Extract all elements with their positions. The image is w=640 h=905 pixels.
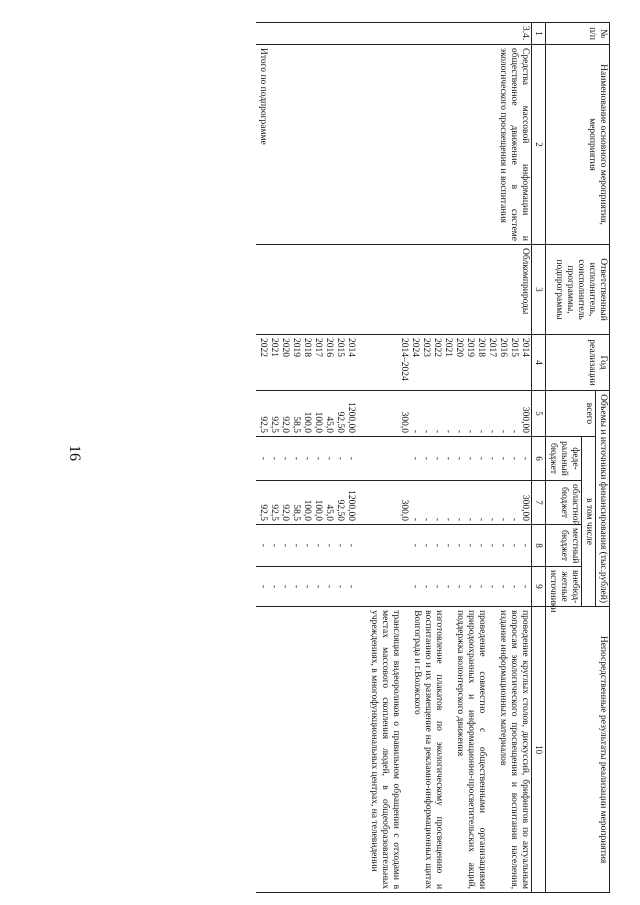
- list-value: 300,00: [520, 494, 530, 521]
- col-number: 5: [532, 391, 546, 437]
- list-value: 300,0: [399, 411, 409, 433]
- list-value: -: [454, 584, 464, 589]
- list-value: -: [443, 517, 453, 521]
- list-value: -: [476, 517, 486, 521]
- list-value: -: [498, 429, 508, 433]
- header-federal: феде-ральный бюджет: [546, 437, 582, 481]
- result-item: трансляция видеороликов о правильном обращении с отходами в местах массового скопления людей, в общеобразовательных учреждениях, в многофункциональных центрах, на телевидении: [369, 610, 401, 890]
- list-value: -: [291, 456, 301, 461]
- years-list: [256, 335, 357, 391]
- list-value: -: [258, 543, 268, 548]
- list-value: -: [421, 429, 431, 433]
- header-regional: областной бюджет: [546, 481, 582, 525]
- col-number: 6: [532, 437, 546, 481]
- list-value: -: [269, 543, 279, 548]
- total-list: [256, 391, 357, 437]
- list-value: -: [520, 543, 530, 548]
- list-value: -: [454, 456, 464, 461]
- list-value: [398, 570, 409, 603]
- list-value: -: [454, 429, 464, 433]
- list-value: -: [476, 584, 486, 589]
- list-value: -: [443, 543, 453, 548]
- list-value: -: [313, 543, 323, 548]
- list-value: -: [498, 517, 508, 521]
- list-value: [398, 440, 409, 477]
- federal-list: [256, 437, 357, 481]
- list-value: -: [280, 543, 290, 548]
- list-value: -: [302, 456, 312, 461]
- header-year: Год реализации: [546, 335, 610, 391]
- list-value: -: [498, 584, 508, 589]
- col-number: 7: [532, 481, 546, 525]
- regional-list: [357, 481, 532, 525]
- header-no: № п/п: [546, 23, 610, 45]
- list-value: -: [410, 429, 420, 433]
- list-value: -: [487, 543, 497, 548]
- col-number: 9: [532, 567, 546, 607]
- list-value: 2021: [443, 338, 453, 357]
- list-value: -: [410, 584, 420, 589]
- list-value: -: [509, 456, 519, 461]
- list-value: 92,0: [280, 416, 290, 433]
- col-number: 1: [532, 23, 546, 45]
- list-value: -: [509, 429, 519, 433]
- total-row-name: Итого по подпрограмме: [256, 45, 357, 245]
- list-value: 58,5: [291, 504, 301, 521]
- local-list: [357, 525, 532, 567]
- list-value: -: [476, 429, 486, 433]
- list-value: 2018: [476, 338, 486, 357]
- list-value: 2022: [258, 338, 268, 357]
- col-number: 4: [532, 335, 546, 391]
- list-value: 2020: [280, 338, 290, 357]
- list-value: 2021: [269, 338, 279, 357]
- header-offbudget: внебюд-жетные источники: [546, 567, 582, 607]
- list-value: -: [465, 517, 475, 521]
- list-value: -: [335, 584, 345, 589]
- list-value: -: [465, 543, 475, 548]
- list-value: -: [487, 517, 497, 521]
- list-value: -: [313, 584, 323, 589]
- col-number: 8: [532, 525, 546, 567]
- list-value: 100,0: [313, 499, 323, 521]
- list-value: -: [280, 584, 290, 589]
- list-value: -: [443, 429, 453, 433]
- list-value: -: [443, 584, 453, 589]
- list-value: -: [432, 456, 442, 461]
- table-row-total: [256, 23, 357, 893]
- header-results: Непосредственные результаты реализации мероприятия: [546, 607, 610, 893]
- row-no: 3.4.: [357, 23, 532, 45]
- federal-list: [357, 437, 532, 481]
- list-value: 92,50: [335, 499, 345, 521]
- years-list: [357, 335, 532, 391]
- list-value: -: [421, 456, 431, 461]
- page-number: 16: [66, 445, 83, 461]
- list-value: -: [476, 456, 486, 461]
- list-value: -: [520, 456, 530, 461]
- list-value: -: [280, 456, 290, 461]
- list-value: -: [335, 456, 345, 461]
- list-value: 2016: [498, 338, 508, 357]
- list-value: 2015: [509, 338, 519, 357]
- list-value: 2019: [465, 338, 475, 357]
- list-value: 2018: [302, 338, 312, 357]
- list-value: -: [324, 584, 334, 589]
- list-value: -: [269, 584, 279, 589]
- list-value: 100,0: [313, 411, 323, 433]
- list-value: [398, 528, 409, 563]
- list-value: 2014: [346, 338, 356, 357]
- results-list: [357, 607, 532, 893]
- list-value: -: [509, 543, 519, 548]
- list-value: -: [346, 543, 356, 548]
- result-item: изготовление плакатов по экологическому просвещению и воспитанию и их размещение на рекламно-информационных щитах Волгограда и г.Волжского: [412, 610, 444, 890]
- col-number: 2: [532, 45, 546, 245]
- list-value: 92,5: [269, 416, 279, 433]
- program-table: [256, 22, 610, 893]
- list-value: -: [465, 584, 475, 589]
- list-value: 2024: [410, 338, 420, 357]
- list-value: -: [476, 543, 486, 548]
- list-value: -: [432, 517, 442, 521]
- total-list: [357, 391, 532, 437]
- list-value: 2019: [291, 338, 301, 357]
- row-name: Средства массовой информации и общественное движение в системе экологического просвещения и воспитания: [357, 45, 532, 245]
- list-value: -: [509, 517, 519, 521]
- list-value: -: [410, 517, 420, 521]
- list-value: 2016: [324, 338, 334, 357]
- list-value: 2014: [520, 338, 530, 357]
- list-value: -: [509, 584, 519, 589]
- list-value: 300,00: [520, 406, 530, 433]
- rotated-table-page: [110, 22, 610, 892]
- list-value: -: [520, 584, 530, 589]
- list-value: -: [432, 584, 442, 589]
- list-value: 2017: [313, 338, 323, 357]
- result-item: проведение круглых столов, дискуссий, брифингов по актуальным вопросам экологического просвещения и воспитания населения, издание информационных материалов: [498, 610, 530, 890]
- list-value: 92,0: [280, 504, 290, 521]
- list-value: -: [421, 584, 431, 589]
- list-value: -: [291, 584, 301, 589]
- table-row: [357, 23, 532, 893]
- list-value: 92,5: [269, 504, 279, 521]
- list-value: -: [465, 456, 475, 461]
- offbudget-list: [256, 567, 357, 607]
- local-list: [256, 525, 357, 567]
- list-value: -: [443, 456, 453, 461]
- list-value: -: [291, 543, 301, 548]
- list-value: -: [346, 584, 356, 589]
- list-value: -: [269, 456, 279, 461]
- column-number-row: [532, 23, 546, 893]
- list-value: -: [346, 456, 356, 461]
- list-value: -: [410, 543, 420, 548]
- header-funding: Объемы и источники финансирования (тыс.рублей): [596, 391, 610, 607]
- list-value: 2015: [335, 338, 345, 357]
- list-value: 92,5: [258, 416, 268, 433]
- header-local: местный бюджет: [546, 525, 582, 567]
- list-value: -: [498, 543, 508, 548]
- list-value: 2014–2024: [399, 338, 409, 381]
- list-value: -: [487, 456, 497, 461]
- list-value: 45,0: [324, 504, 334, 521]
- list-value: 100,0: [302, 499, 312, 521]
- list-value: 2023: [421, 338, 431, 357]
- list-value: 300,0: [399, 499, 409, 521]
- offbudget-list: [357, 567, 532, 607]
- col-number: 10: [532, 607, 546, 893]
- list-value: -: [335, 543, 345, 548]
- list-value: -: [498, 456, 508, 461]
- list-value: 92,50: [335, 411, 345, 433]
- list-value: -: [465, 429, 475, 433]
- list-value: 2020: [454, 338, 464, 357]
- list-value: -: [454, 543, 464, 548]
- list-value: 92,5: [258, 504, 268, 521]
- list-value: 2017: [487, 338, 497, 357]
- list-value: -: [432, 543, 442, 548]
- list-value: 2022: [432, 338, 442, 357]
- header-incl: в том числе: [582, 437, 596, 607]
- header-total: всего: [546, 391, 596, 437]
- col-number: 3: [532, 245, 546, 335]
- list-value: -: [432, 429, 442, 433]
- list-value: -: [487, 584, 497, 589]
- list-value: 58,5: [291, 416, 301, 433]
- list-value: -: [410, 456, 420, 461]
- header-name: Наименование основного мероприятия, мероприятия: [546, 45, 610, 245]
- row-responsible: Облкомприроды: [357, 245, 532, 335]
- header-responsible: Ответственный исполнитель, соисполнитель программы, подпрограммы: [546, 245, 610, 335]
- list-value: -: [302, 584, 312, 589]
- list-value: -: [487, 429, 497, 433]
- list-value: -: [313, 456, 323, 461]
- list-value: -: [258, 584, 268, 589]
- list-value: -: [258, 456, 268, 461]
- list-value: -: [324, 456, 334, 461]
- list-value: -: [421, 543, 431, 548]
- list-value: -: [324, 543, 334, 548]
- list-value: 1200,00: [346, 402, 356, 433]
- list-value: 45,0: [324, 416, 334, 433]
- list-value: 1200,00: [346, 490, 356, 521]
- list-value: -: [454, 517, 464, 521]
- list-value: -: [302, 543, 312, 548]
- list-value: 100,0: [302, 411, 312, 433]
- result-item: проведение совместно с общественными организациями природоохранных и информационно-просветительских акций, поддержка волонтерского движения: [455, 610, 487, 890]
- regional-list: [256, 481, 357, 525]
- list-value: -: [421, 517, 431, 521]
